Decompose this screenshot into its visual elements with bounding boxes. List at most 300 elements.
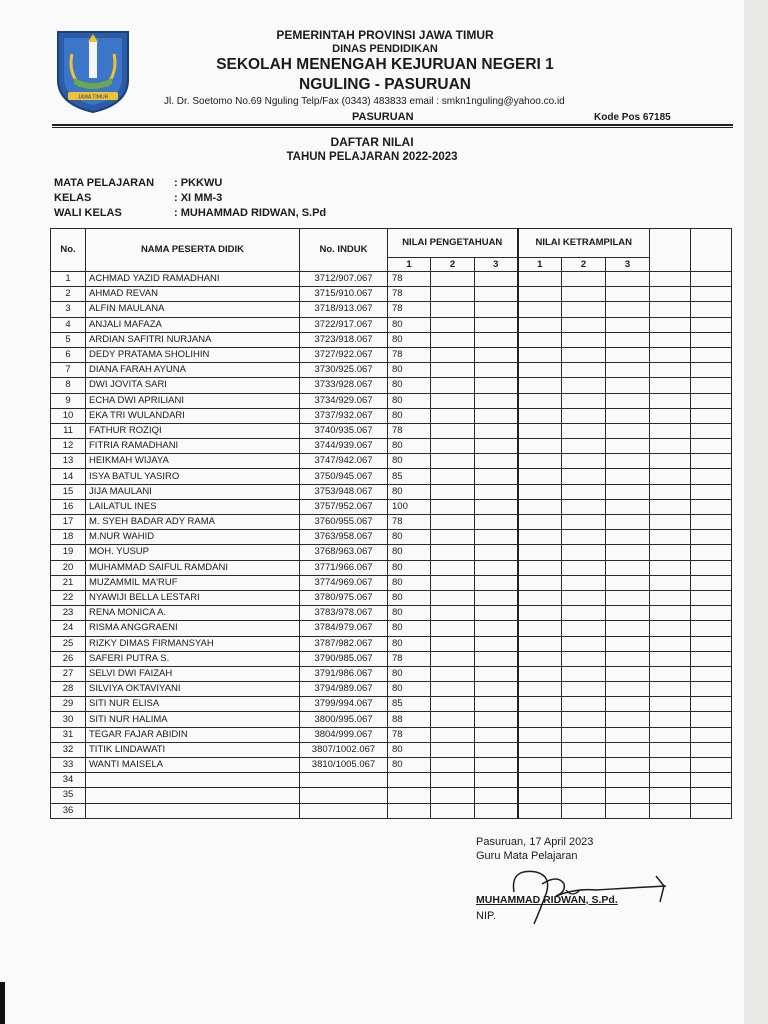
- extra-column-1: [650, 515, 691, 530]
- skill-grade-2: [562, 302, 606, 317]
- skill-grade-3: [606, 697, 650, 712]
- extra-column-2: [691, 287, 732, 302]
- row-number: 21: [51, 575, 86, 590]
- skill-grade-1: [518, 454, 562, 469]
- knowledge-grade-1: 78: [388, 727, 431, 742]
- row-number: 18: [51, 530, 86, 545]
- student-name: MUHAMMAD SAIFUL RAMDANI: [86, 560, 300, 575]
- extra-column-1: [650, 545, 691, 560]
- extra-column-2: [691, 636, 732, 651]
- table-row: [51, 712, 732, 727]
- student-id: 3750/945.067: [300, 469, 388, 484]
- skill-grade-3: [606, 515, 650, 530]
- knowledge-grade-1: 80: [388, 408, 431, 423]
- student-name: ANJALI MAFAZA: [86, 317, 300, 332]
- student-id: 3791/986.067: [300, 666, 388, 681]
- provincial-logo-emblem: [54, 28, 132, 114]
- skill-grade-2: [562, 287, 606, 302]
- extra-column-2: [691, 469, 732, 484]
- extra-column-1: [650, 697, 691, 712]
- student-id: 3799/994.067: [300, 697, 388, 712]
- knowledge-grade-1: 85: [388, 697, 431, 712]
- letterhead-school-location: NGULING - PASURUAN: [299, 76, 471, 93]
- extra-column-1: [650, 682, 691, 697]
- extra-column-2: [691, 666, 732, 681]
- extra-column-2: [691, 515, 732, 530]
- extra-column-2: [691, 758, 732, 773]
- letterhead-school-name: SEKOLAH MENENGAH KEJURUAN NEGERI 1: [216, 56, 554, 73]
- knowledge-grade-2: [431, 484, 475, 499]
- extra-column-1: [650, 560, 691, 575]
- skill-grade-1: [518, 378, 562, 393]
- extra-column-2: [691, 408, 732, 423]
- extra-column-2: [691, 590, 732, 605]
- signature-nip: NIP.: [476, 910, 496, 922]
- knowledge-grade-1: 78: [388, 347, 431, 362]
- knowledge-grade-1: 80: [388, 363, 431, 378]
- table-row: [51, 484, 732, 499]
- knowledge-grade-3: [475, 636, 518, 651]
- signature-name: MUHAMMAD RIDWAN, S.Pd.: [476, 894, 618, 906]
- knowledge-grade-1: 78: [388, 302, 431, 317]
- knowledge-grade-2: [431, 590, 475, 605]
- knowledge-grade-3: [475, 484, 518, 499]
- knowledge-grade-2: [431, 302, 475, 317]
- table-row: [51, 636, 732, 651]
- knowledge-grade-2: [431, 682, 475, 697]
- knowledge-grade-3: [475, 545, 518, 560]
- skill-grade-2: [562, 454, 606, 469]
- signature-place-date: Pasuruan, 17 April 2023: [476, 836, 594, 848]
- skill-grade-1: [518, 363, 562, 378]
- extra-column-1: [650, 378, 691, 393]
- meta-subject-label: MATA PELAJARAN: [54, 177, 155, 189]
- student-id: 3784/979.067: [300, 621, 388, 636]
- knowledge-grade-2: [431, 575, 475, 590]
- row-number: 7: [51, 363, 86, 378]
- letterhead-address: Jl. Dr. Soetomo No.69 Nguling Telp/Fax (0343) 483833 email : smkn1nguling@yahoo.co.id: [164, 96, 565, 107]
- skill-grade-3: [606, 742, 650, 757]
- extra-column-1: [650, 803, 691, 818]
- extra-column-2: [691, 302, 732, 317]
- table-row: [51, 606, 732, 621]
- knowledge-grade-2: [431, 773, 475, 788]
- student-id: [300, 773, 388, 788]
- extra-column-2: [691, 803, 732, 818]
- header-blank-1: [650, 229, 691, 272]
- knowledge-grade-3: [475, 423, 518, 438]
- student-id: 3712/907.067: [300, 272, 388, 287]
- knowledge-grade-1: 78: [388, 515, 431, 530]
- student-id: 3757/952.067: [300, 499, 388, 514]
- knowledge-grade-3: [475, 499, 518, 514]
- extra-column-2: [691, 651, 732, 666]
- row-number: 12: [51, 439, 86, 454]
- meta-class-value: : XI MM-3: [174, 192, 223, 204]
- knowledge-grade-3: [475, 439, 518, 454]
- row-number: 9: [51, 393, 86, 408]
- row-number: 25: [51, 636, 86, 651]
- row-number: 5: [51, 332, 86, 347]
- extra-column-1: [650, 499, 691, 514]
- extra-column-2: [691, 606, 732, 621]
- extra-column-1: [650, 651, 691, 666]
- header-student-name: NAMA PESERTA DIDIK: [86, 229, 300, 272]
- row-number: 15: [51, 484, 86, 499]
- skill-grade-1: [518, 545, 562, 560]
- knowledge-grade-3: [475, 469, 518, 484]
- knowledge-grade-2: [431, 697, 475, 712]
- table-row: [51, 439, 732, 454]
- student-name: SILVIYA OKTAVIYANI: [86, 682, 300, 697]
- skill-grade-2: [562, 530, 606, 545]
- extra-column-2: [691, 332, 732, 347]
- skill-grade-3: [606, 560, 650, 575]
- knowledge-grade-1: 78: [388, 651, 431, 666]
- extra-column-2: [691, 727, 732, 742]
- student-name: FITRIA RAMADHANI: [86, 439, 300, 454]
- student-id: 3730/925.067: [300, 363, 388, 378]
- extra-column-1: [650, 666, 691, 681]
- skill-grade-1: [518, 682, 562, 697]
- extra-column-2: [691, 454, 732, 469]
- row-number: 1: [51, 272, 86, 287]
- extra-column-1: [650, 332, 691, 347]
- knowledge-grade-3: [475, 272, 518, 287]
- row-number: 2: [51, 287, 86, 302]
- student-name: LAILATUL INES: [86, 499, 300, 514]
- knowledge-grade-1: 80: [388, 454, 431, 469]
- meta-subject-value: : PKKWU: [174, 177, 223, 189]
- table-row: [51, 803, 732, 818]
- knowledge-grade-2: [431, 454, 475, 469]
- table-row: [51, 621, 732, 636]
- extra-column-1: [650, 393, 691, 408]
- extra-column-1: [650, 363, 691, 378]
- knowledge-grade-1: [388, 773, 431, 788]
- knowledge-grade-2: [431, 423, 475, 438]
- knowledge-grade-1: 100: [388, 499, 431, 514]
- student-name: JIJA MAULANI: [86, 484, 300, 499]
- skill-grade-2: [562, 636, 606, 651]
- extra-column-1: [650, 423, 691, 438]
- knowledge-grade-2: [431, 606, 475, 621]
- table-row: [51, 499, 732, 514]
- header-knowledge-grade: NILAI PENGETAHUAN: [388, 229, 518, 258]
- knowledge-grade-3: [475, 575, 518, 590]
- table-row: [51, 408, 732, 423]
- row-number: 23: [51, 606, 86, 621]
- table-row: [51, 378, 732, 393]
- student-name: NYAWIJI BELLA LESTARI: [86, 590, 300, 605]
- knowledge-grade-3: [475, 773, 518, 788]
- student-id: 3718/913.067: [300, 302, 388, 317]
- knowledge-grade-1: 80: [388, 560, 431, 575]
- extra-column-1: [650, 742, 691, 757]
- extra-column-1: [650, 788, 691, 803]
- skill-grade-2: [562, 393, 606, 408]
- skill-grade-1: [518, 530, 562, 545]
- skill-grade-3: [606, 651, 650, 666]
- student-id: 3727/922.067: [300, 347, 388, 362]
- header-student-id: No. INDUK: [300, 229, 388, 272]
- student-name: [86, 773, 300, 788]
- header-skill-3: 3: [606, 258, 650, 272]
- skill-grade-3: [606, 590, 650, 605]
- skill-grade-1: [518, 636, 562, 651]
- extra-column-2: [691, 347, 732, 362]
- student-name: SAFERI PUTRA S.: [86, 651, 300, 666]
- row-number: 13: [51, 454, 86, 469]
- knowledge-grade-1: 80: [388, 575, 431, 590]
- student-id: 3723/918.067: [300, 332, 388, 347]
- student-id: [300, 803, 388, 818]
- knowledge-grade-3: [475, 606, 518, 621]
- extra-column-1: [650, 287, 691, 302]
- knowledge-grade-2: [431, 545, 475, 560]
- row-number: 30: [51, 712, 86, 727]
- skill-grade-3: [606, 682, 650, 697]
- knowledge-grade-2: [431, 439, 475, 454]
- knowledge-grade-3: [475, 712, 518, 727]
- extra-column-1: [650, 469, 691, 484]
- student-name: TITIK LINDAWATI: [86, 742, 300, 757]
- skill-grade-3: [606, 272, 650, 287]
- skill-grade-3: [606, 378, 650, 393]
- table-row: [51, 788, 732, 803]
- skill-grade-1: [518, 560, 562, 575]
- student-id: 3722/917.067: [300, 317, 388, 332]
- student-id: 3800/995.067: [300, 712, 388, 727]
- extra-column-1: [650, 347, 691, 362]
- extra-column-2: [691, 773, 732, 788]
- skill-grade-3: [606, 302, 650, 317]
- skill-grade-3: [606, 469, 650, 484]
- page-edge: [744, 0, 768, 1024]
- extra-column-1: [650, 758, 691, 773]
- row-number: 10: [51, 408, 86, 423]
- table-row: [51, 393, 732, 408]
- student-name: DIANA FARAH AYUNA: [86, 363, 300, 378]
- skill-grade-3: [606, 317, 650, 332]
- knowledge-grade-2: [431, 408, 475, 423]
- table-row: [51, 454, 732, 469]
- skill-grade-1: [518, 727, 562, 742]
- knowledge-grade-2: [431, 651, 475, 666]
- knowledge-grade-3: [475, 332, 518, 347]
- knowledge-grade-3: [475, 515, 518, 530]
- student-name: MOH. YUSUP: [86, 545, 300, 560]
- knowledge-grade-1: [388, 803, 431, 818]
- student-id: 3783/978.067: [300, 606, 388, 621]
- row-number: 3: [51, 302, 86, 317]
- knowledge-grade-3: [475, 560, 518, 575]
- student-id: 3810/1005.067: [300, 758, 388, 773]
- scan-edge-mark: [0, 982, 5, 1024]
- skill-grade-2: [562, 606, 606, 621]
- knowledge-grade-3: [475, 727, 518, 742]
- skill-grade-3: [606, 636, 650, 651]
- table-row: [51, 742, 732, 757]
- table-row: [51, 530, 732, 545]
- extra-column-1: [650, 621, 691, 636]
- table-row: [51, 332, 732, 347]
- logo-lettering: JAWA TIMUR: [77, 94, 109, 101]
- row-number: 22: [51, 590, 86, 605]
- skill-grade-2: [562, 272, 606, 287]
- skill-grade-2: [562, 803, 606, 818]
- knowledge-grade-1: 80: [388, 439, 431, 454]
- row-number: 27: [51, 666, 86, 681]
- skill-grade-1: [518, 788, 562, 803]
- skill-grade-2: [562, 651, 606, 666]
- table-row: [51, 469, 732, 484]
- skill-grade-2: [562, 682, 606, 697]
- knowledge-grade-3: [475, 347, 518, 362]
- skill-grade-3: [606, 363, 650, 378]
- knowledge-grade-2: [431, 378, 475, 393]
- knowledge-grade-3: [475, 590, 518, 605]
- table-row: [51, 515, 732, 530]
- skill-grade-1: [518, 697, 562, 712]
- skill-grade-2: [562, 347, 606, 362]
- skill-grade-2: [562, 408, 606, 423]
- knowledge-grade-3: [475, 408, 518, 423]
- student-id: 3780/975.067: [300, 590, 388, 605]
- grades-body: [51, 272, 732, 819]
- knowledge-grade-2: [431, 803, 475, 818]
- knowledge-grade-3: [475, 697, 518, 712]
- row-number: 32: [51, 742, 86, 757]
- skill-grade-1: [518, 484, 562, 499]
- student-name: DWI JOVITA SARI: [86, 378, 300, 393]
- skill-grade-2: [562, 712, 606, 727]
- skill-grade-2: [562, 378, 606, 393]
- student-name: [86, 788, 300, 803]
- knowledge-grade-3: [475, 758, 518, 773]
- row-number: 35: [51, 788, 86, 803]
- knowledge-grade-3: [475, 302, 518, 317]
- table-row: [51, 773, 732, 788]
- skill-grade-1: [518, 317, 562, 332]
- document-academic-year: TAHUN PELAJARAN 2022-2023: [286, 151, 458, 163]
- letterhead-postal-code: Kode Pos 67185: [594, 112, 671, 123]
- row-number: 14: [51, 469, 86, 484]
- knowledge-grade-3: [475, 287, 518, 302]
- extra-column-2: [691, 423, 732, 438]
- student-name: SITI NUR ELISA: [86, 697, 300, 712]
- table-row: [51, 682, 732, 697]
- header-skill-1: 1: [518, 258, 562, 272]
- row-number: 17: [51, 515, 86, 530]
- row-number: 11: [51, 423, 86, 438]
- extra-column-2: [691, 697, 732, 712]
- header-skill-2: 2: [562, 258, 606, 272]
- knowledge-grade-1: 78: [388, 287, 431, 302]
- knowledge-grade-2: [431, 272, 475, 287]
- skill-grade-2: [562, 484, 606, 499]
- extra-column-1: [650, 530, 691, 545]
- extra-column-1: [650, 484, 691, 499]
- skill-grade-1: [518, 590, 562, 605]
- skill-grade-2: [562, 697, 606, 712]
- skill-grade-1: [518, 423, 562, 438]
- knowledge-grade-3: [475, 378, 518, 393]
- extra-column-2: [691, 484, 732, 499]
- knowledge-grade-1: 88: [388, 712, 431, 727]
- header-knowledge-2: 2: [431, 258, 475, 272]
- knowledge-grade-2: [431, 363, 475, 378]
- knowledge-grade-1: 80: [388, 545, 431, 560]
- knowledge-grade-1: 78: [388, 272, 431, 287]
- student-name: MUZAMMIL MA'RUF: [86, 575, 300, 590]
- row-number: 29: [51, 697, 86, 712]
- student-id: 3715/910.067: [300, 287, 388, 302]
- knowledge-grade-1: 80: [388, 758, 431, 773]
- knowledge-grade-1: 85: [388, 469, 431, 484]
- skill-grade-3: [606, 727, 650, 742]
- skill-grade-1: [518, 758, 562, 773]
- knowledge-grade-1: 80: [388, 742, 431, 757]
- extra-column-2: [691, 545, 732, 560]
- extra-column-2: [691, 575, 732, 590]
- table-row: [51, 560, 732, 575]
- knowledge-grade-3: [475, 530, 518, 545]
- header-no: No.: [51, 229, 86, 272]
- student-name: FATHUR ROZIQI: [86, 423, 300, 438]
- skill-grade-3: [606, 393, 650, 408]
- table-row: [51, 347, 732, 362]
- extra-column-1: [650, 302, 691, 317]
- student-id: 3787/982.067: [300, 636, 388, 651]
- student-name: RENA MONICA A.: [86, 606, 300, 621]
- table-row: [51, 651, 732, 666]
- table-row: [51, 697, 732, 712]
- knowledge-grade-2: [431, 636, 475, 651]
- skill-grade-2: [562, 727, 606, 742]
- skill-grade-1: [518, 621, 562, 636]
- letterhead-city: PASURUAN: [352, 111, 414, 123]
- skill-grade-2: [562, 439, 606, 454]
- knowledge-grade-1: 80: [388, 666, 431, 681]
- student-name: ACHMAD YAZID RAMADHANI: [86, 272, 300, 287]
- student-id: [300, 788, 388, 803]
- student-name: ECHA DWI APRILIANI: [86, 393, 300, 408]
- letterhead-province: PEMERINTAH PROVINSI JAWA TIMUR: [276, 28, 494, 42]
- skill-grade-2: [562, 773, 606, 788]
- knowledge-grade-2: [431, 515, 475, 530]
- skill-grade-2: [562, 742, 606, 757]
- table-row: [51, 363, 732, 378]
- skill-grade-1: [518, 515, 562, 530]
- skill-grade-2: [562, 666, 606, 681]
- skill-grade-2: [562, 590, 606, 605]
- knowledge-grade-2: [431, 727, 475, 742]
- extra-column-2: [691, 363, 732, 378]
- extra-column-2: [691, 621, 732, 636]
- student-id: 3763/958.067: [300, 530, 388, 545]
- knowledge-grade-1: 80: [388, 317, 431, 332]
- skill-grade-3: [606, 499, 650, 514]
- knowledge-grade-3: [475, 621, 518, 636]
- table-row: [51, 423, 732, 438]
- skill-grade-1: [518, 439, 562, 454]
- skill-grade-1: [518, 773, 562, 788]
- knowledge-grade-2: [431, 712, 475, 727]
- header-skill-grade: NILAI KETRAMPILAN: [518, 229, 650, 258]
- skill-grade-2: [562, 515, 606, 530]
- skill-grade-3: [606, 773, 650, 788]
